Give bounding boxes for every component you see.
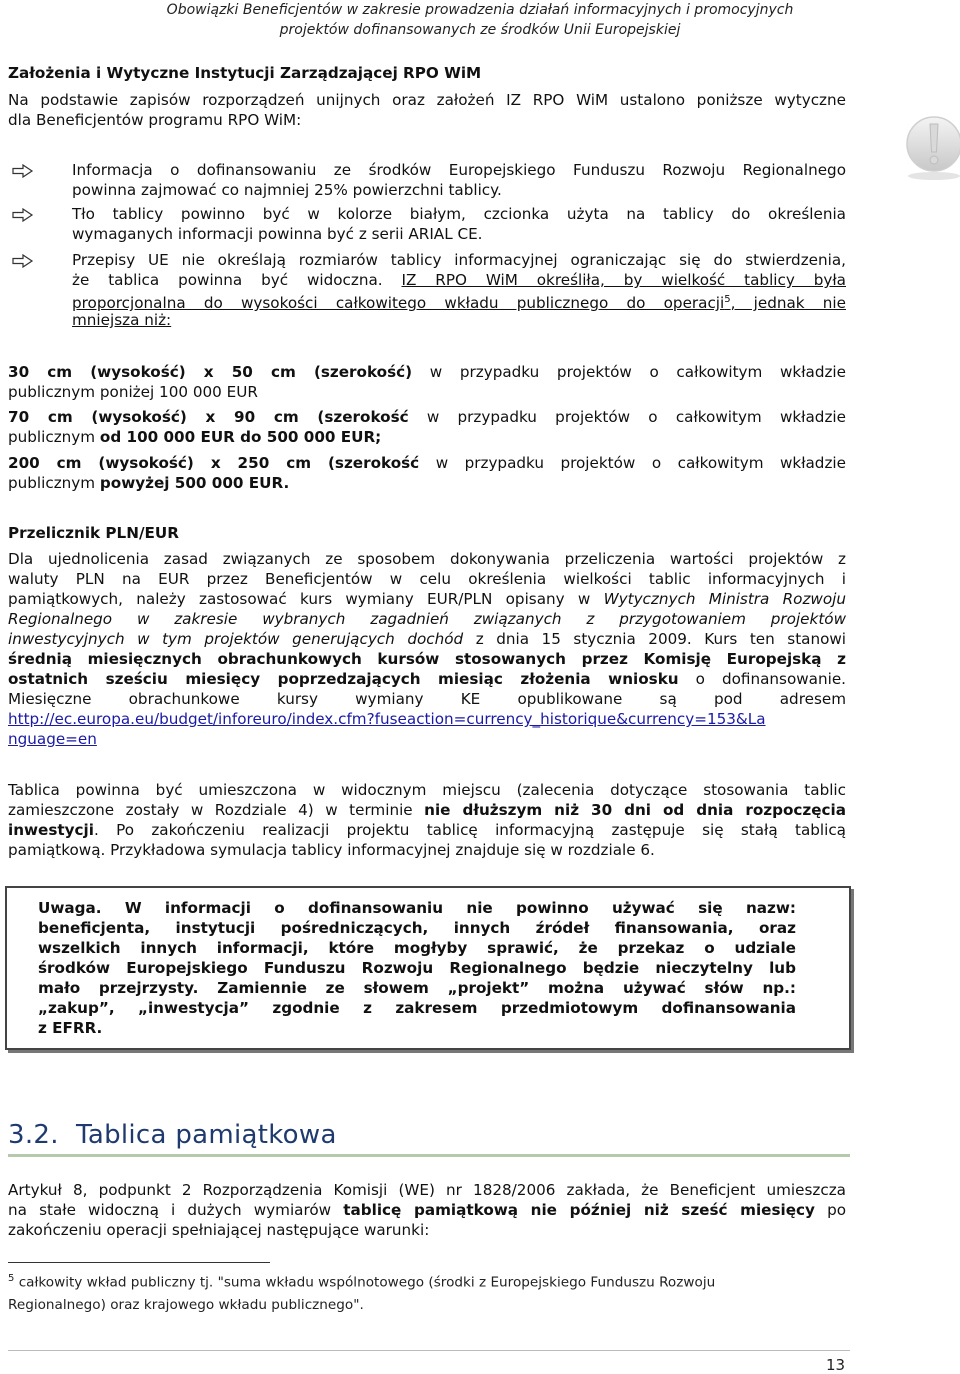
size-3-dimensions: 200 cm (wysokość) x 250 cm (szerokość [8,454,420,472]
section-title: Założenia i Wytyczne Instytucji Zarządzającej RPO WiM [8,64,482,82]
arrow-bullet-icon [12,253,34,267]
arrow-bullet-icon [12,207,34,221]
converter-line-4: Regionalnego w zakresie wybranych zagadnień związanych z przygotowaniem projektów [8,610,846,628]
footnote-number: 5 [8,1273,15,1284]
footnote-line-2: Regionalnego) oraz krajowego wkładu publicznego". [8,1297,364,1313]
placement-deadline-2: inwestycji [8,821,94,839]
converter-line-8: Miesięczne obrachunkowe kursy wymiany KE opublikowane są pod adresem [8,690,846,708]
notice-line-2: beneficjenta, instytucji pośredniczących, innych źródeł finansowania, oraz [38,919,796,937]
exclamation-badge-icon [904,110,960,182]
converter-line-6: średnią miesięcznych obrachunkowych kursów stosowanych przez Komisję Europejską z [8,650,846,668]
bullet-3-line-3 [72,290,846,313]
notice-line-7: z EFRR. [38,1019,103,1037]
size-2-text-2: publicznym [8,428,96,446]
footnote-text: całkowity wkład publiczny tj. "suma wkładu wspólnotowego (środki z Europejskiego Funduszu Rozwoju [18,1274,716,1291]
converter-link-line-1[interactable] [8,709,766,729]
converter-bold-text: ostatnich sześciu miesięcy poprzedzających miesiąc złożenia wniosku [8,670,679,688]
placement-line-4: pamiątkową. Przykładowa symulacja tablicy informacyjnej znajduje się w rozdziale 6. [8,841,655,859]
converter-line-2: waluty PLN na EUR przez Beneficjentów w celu określenia wielkości tablic informacyjnych i [8,570,846,588]
size-3-range: powyżej 500 000 EUR. [99,474,290,492]
running-header-line1: Obowiązki Beneficjentów w zakresie prowadzenia działań informacyjnych i promocyjnych [166,2,794,18]
intro-line-1: Na podstawie zapisów rozporządzeń unijnych oraz założeń IZ RPO WiM ustalono poniższe wytyczne [8,91,846,109]
notice-line-1: Uwaga. W informacji o dofinansowaniu nie powinno używać się nazw: [38,899,796,917]
bullet-3-line-1: Przepisy UE nie określają rozmiarów tablicy informacyjnej ograniczając się do stwierdzenia, [72,251,846,269]
section2-bold: tablicę pamiątkową nie później niż sześć miesięcy [343,1201,815,1219]
placement-deadline: nie dłuższym niż 30 dni od dnia rozpoczęcia [424,801,847,819]
section-heading-title: Tablica pamiątkowa [75,1120,337,1150]
converter-line-1: Dla ujednolicenia zasad związanych ze sposobem dokonywania przeliczenia wartości projektów z [8,550,846,568]
bullet-3-line-4 [72,310,171,330]
section-heading [8,1120,337,1150]
size-3-line-2 [8,473,289,493]
size-2-range: od 100 000 EUR do 500 000 EUR; [99,428,382,446]
notice-line-6: „zakup”, „inwestycja” zgodnie z zakresem przedmiotowym dofinansowania [38,999,796,1017]
inforeuro-link-continued[interactable]: nguage=en [8,730,97,748]
section2-line-3: zakończeniu operacji spełniającej następujące warunki: [8,1221,430,1239]
size-1-line-2: publicznym poniżej 100 000 EUR [8,383,258,401]
notice-line-4: środków Europejskiego Funduszu Rozwoju Regionalnego będzie nieczytelny lub [38,959,796,977]
converter-text-2: o dofinansowanie. [695,670,846,688]
size-1-line-1 [8,362,846,382]
running-header-line2: projektów dofinansowanych ze środków Unii Europejskiej [279,22,681,38]
notice-line-3: wszelkich innych informacji, które mogłyby sprawić, że przekaz o udziale [38,939,796,957]
size-3-text: w przypadku projektów o całkowitym wkładzie [435,454,846,472]
placement-text: zamieszczone zostały w Rozdziale 4) w terminie [8,801,413,819]
bullet-3-text: że tablica powinna być widoczna. [72,271,383,289]
size-2-line-1 [8,407,846,427]
section-number: 3.2. [8,1120,59,1150]
inforeuro-link[interactable]: http://ec.europa.eu/budget/inforeuro/index.cfm?fuseaction=currency_historique&currency=153&La [8,710,766,728]
size-2-line-2 [8,427,381,447]
page-number: 13 [826,1356,846,1374]
footnote-ref: 5 [724,294,731,305]
size-1-dimensions: 30 cm (wysokość) x 50 cm (szerokość) [8,363,413,381]
bullet-2-line-1: Tło tablicy powinno być w kolorze białym, czcionka użyta na tablicy do określenia [72,205,846,223]
size-3-text-2: publicznym [8,474,96,492]
placement-line-2 [8,800,846,820]
notice-line-5: mało przejrzysty. Zamiennie ze słowem „projekt” można używać słów np.: [38,979,796,997]
size-2-text: w przypadku projektów o całkowitym wkładzie [426,408,846,426]
converter-line-3 [8,589,846,609]
converter-line-7 [8,669,846,689]
bullet-1-line-2: powinna zajmować co najmniej 25% powierzchni tablicy. [72,181,502,199]
converter-date-text: z dnia 15 stycznia 2009. Kurs ten stanowi [475,630,847,648]
page-bottom-rule [8,1350,850,1351]
intro-line-2: dla Beneficjentów programu RPO WiM: [8,111,302,129]
section2-line-2 [8,1200,846,1220]
section2-text-2: po [827,1201,847,1219]
footnote-divider [8,1262,270,1263]
section2-line-1: Artykuł 8, podpunkt 2 Rozporządzenia Komisji (WE) nr 1828/2006 zakłada, że Beneficjent umieszcza [8,1181,846,1199]
placement-text-2: . Po zakończeniu realizacji projektu tablicę informacyjną zastępuje się stałą tablicą [93,821,846,839]
converter-link-line-2[interactable] [8,729,97,749]
converter-title: Przelicznik PLN/EUR [8,524,179,542]
bullet-3-underlined-2: proporcjonalna do wysokości całkowitego wkładu publicznego do operacji [72,294,725,313]
converter-doc-title-2: inwestycyjnych w tym projektów generujących dochód [8,630,464,648]
section-divider [8,1154,850,1157]
size-3-line-1 [8,453,846,473]
size-1-text: w przypadku projektów o całkowitym wkładzie [429,363,846,381]
bullet-1-line-1: Informacja o dofinansowaniu ze środków Europejskiego Funduszu Rozwoju Regionalnego [72,161,846,179]
converter-text: pamiątkowych, należy zastosować kurs wymiany EUR/PLN opisany w [8,590,591,608]
placement-line-1: Tablica powinna być umieszczona w widocznym miejscu (zalecenia dotyczące stosowania tablic [8,781,846,799]
footnote-line-1 [8,1273,715,1291]
converter-line-5 [8,629,846,649]
section2-text: na stałe widoczną i dużych wymiarów [8,1201,332,1219]
bullet-2-line-2: wymaganych informacji powinna być z serii ARIAL CE. [72,225,483,243]
bullet-3-line-2 [72,270,846,290]
converter-doc-title: Wytycznych Ministra Rozwoju [603,590,846,608]
placement-line-3 [8,820,846,840]
arrow-bullet-icon [12,163,34,177]
bullet-3-underlined-3: , jednak nie [730,294,846,313]
bullet-3-underlined: IZ RPO WiM określiła, by wielkość tablicy była [401,271,846,289]
bullet-3-underlined-4: mniejsza niż: [72,311,172,329]
size-2-dimensions: 70 cm (wysokość) x 90 cm (szerokość [8,408,409,426]
